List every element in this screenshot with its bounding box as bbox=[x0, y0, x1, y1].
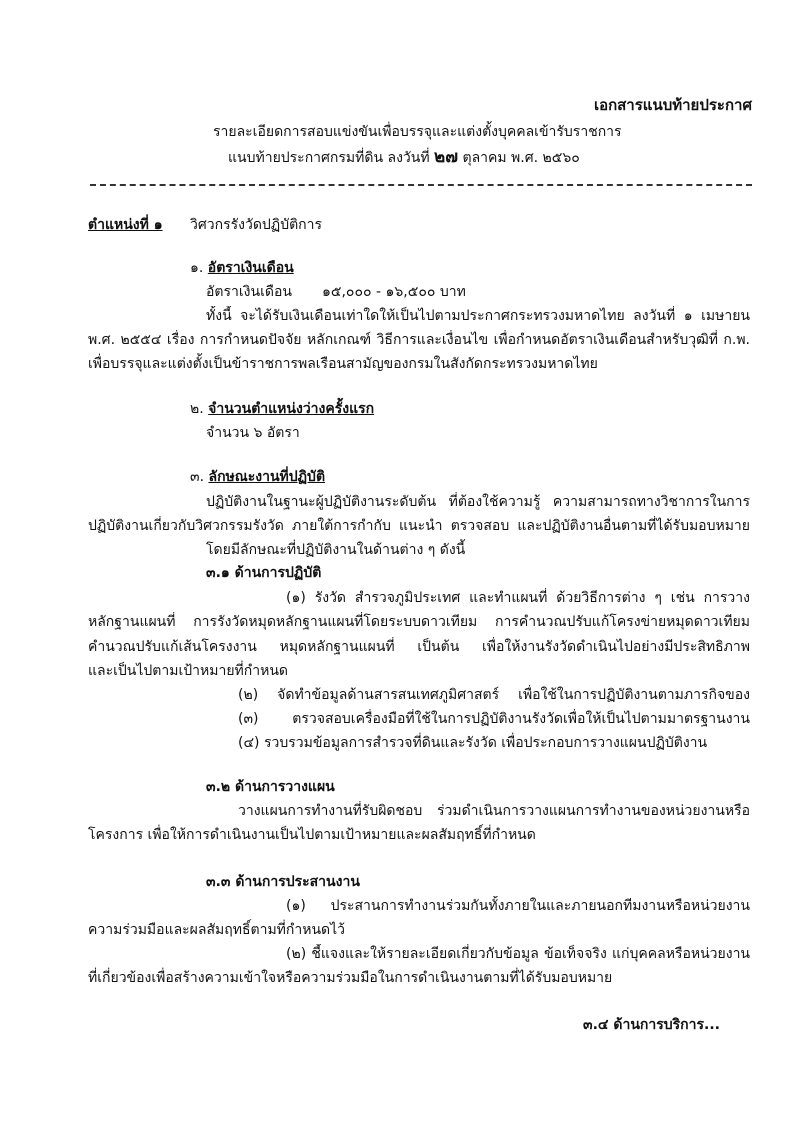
sub2-line: วางแผนการทำงานที่รับผิดชอบ ร่วมดำเนินการวางแผนการทำงานของหน่วยงานหรือ bbox=[238, 803, 750, 819]
section1-title: อัตราเงินเดือน bbox=[207, 260, 294, 276]
salary-value: ๑๕,๐๐๐ - ๑๖,๕๐๐ บาท bbox=[322, 284, 466, 300]
section3-title: ลักษณะงานที่ปฏิบัติ bbox=[208, 469, 326, 485]
section3-intro-line: โดยมีลักษณะที่ปฏิบัติงานในด้านต่าง ๆ ดังนี้ bbox=[206, 542, 466, 558]
document-title-line2 bbox=[228, 147, 580, 168]
section1-text-line: พ.ศ. ๒๕๕๔ เรื่อง การกำหนดปัจจัย หลักเกณฑ์ วิธีการและเงื่อนไข เพื่อกำหนดอัตราเงินเดือนสำหรับวุฒิที่ ก.พ. bbox=[88, 332, 750, 348]
section2-title: จำนวนตำแหน่งว่างครั้งแรก bbox=[208, 401, 375, 417]
sub1-item1-line: หลักฐานแผนที่ การรังวัดหมุดหลักฐานแผนที่โดยระบบดาวเทียม การคำนวณปรับแก้โครงข่ายหมุดดาวเทียม bbox=[88, 614, 750, 630]
section3-heading bbox=[190, 467, 325, 487]
section2-num: ๒. bbox=[190, 401, 204, 417]
sub3-heading: ๓.๓ ด้านการประสานงาน bbox=[206, 874, 360, 890]
sub3-item2-line: (๒) ชี้แจงและให้รายละเอียดเกี่ยวกับข้อมูล ข้อเท็จจริง แก่บุคคลหรือหน่วยงาน bbox=[286, 946, 750, 962]
continued-marker: ๓.๔ ด้านการบริการ... bbox=[583, 1017, 720, 1033]
section1-text-line: ทั้งนี้ จะได้รับเงินเดือนเท่าใดให้เป็นไปตามประกาศกระทรวงมหาดไทย ลงวันที่ ๑ เมษายน bbox=[206, 308, 750, 324]
sub3-item1-line: ความร่วมมือและผลสัมฤทธิ์ตามที่กำหนดไว้ bbox=[88, 922, 346, 938]
sub2-line: โครงการ เพื่อให้การดำเนินงานเป็นไปตามเป้าหมายและผลสัมฤทธิ์ที่กำหนด bbox=[88, 827, 536, 843]
sub1-item2: (๒) จัดทำข้อมูลด้านสารสนเทศภูมิศาสตร์ เพื่อใช้ในการปฏิบัติงานตามภารกิจของ bbox=[238, 687, 750, 703]
sub1-item1-line: คำนวณปรับแก้เส้นโครงงาน หมุดหลักฐานแผนที่ เป็นต้น เพื่อให้งานรังวัดดำเนินไปอย่างมีประสิทธิภาพ bbox=[88, 639, 750, 655]
title-day: ๒๗ bbox=[434, 147, 459, 167]
salary-label: อัตราเงินเดือน bbox=[206, 284, 292, 300]
sub3-item1-line: (๑) ประสานการทำงานร่วมกันทั้งภายในและภายนอกทีมงานหรือหน่วยงาน bbox=[286, 898, 750, 914]
vacancy-count: จำนวน ๖ อัตรา bbox=[206, 425, 300, 441]
section2-heading bbox=[190, 399, 374, 419]
title-prefix: แนบท้ายประกาศกรมที่ดิน ลงวันที่ bbox=[228, 150, 430, 166]
section1-heading bbox=[190, 258, 294, 278]
section3-intro-line: ปฏิบัติงานในฐานะผู้ปฏิบัติงานระดับต้น ที่ต้องใช้ความรู้ ความสามารถทางวิชาการในการ bbox=[206, 494, 750, 510]
sub1-item4: (๔) รวบรวมข้อมูลการสำรวจที่ดินและรังวัด เพื่อประกอบการวางแผนปฏิบัติงาน bbox=[238, 735, 708, 751]
section1-num: ๑. bbox=[190, 260, 204, 276]
sub3-item2-line: ที่เกี่ยวข้องเพื่อสร้างความเข้าใจหรือความร่วมมือในการดำเนินงานตามที่ได้รับมอบหมาย bbox=[88, 970, 613, 986]
sub1-item1-line: และเป็นไปตามเป้าหมายที่กำหนด bbox=[88, 663, 288, 679]
sub1-item3: (๓) ตรวจสอบเครื่องมือที่ใช้ในการปฏิบัติงานรังวัดเพื่อให้เป็นไปตามมาตรฐานงาน bbox=[238, 711, 750, 727]
sub1-heading: ๓.๑ ด้านการปฏิบัติ bbox=[206, 565, 322, 581]
title-suffix: ตุลาคม พ.ศ. ๒๕๖๐ bbox=[462, 150, 580, 166]
position-title: วิศวกรรังวัดปฏิบัติการ bbox=[190, 217, 323, 233]
section1-text-line: เพื่อบรรจุและแต่งตั้งเป็นข้าราชการพลเรือนสามัญของกรมในสังกัดกระทรวงมหาดไทย bbox=[88, 356, 598, 372]
sub1-item1-line: (๑) รังวัด สำรวจภูมิประเทศ และทำแผนที่ ด้วยวิธีการต่าง ๆ เช่น การวาง bbox=[286, 590, 750, 606]
attachment-label: เอกสารแนบท้ายประกาศ bbox=[593, 96, 752, 114]
section3-num: ๓. bbox=[190, 469, 205, 485]
section3-intro-line: ปฏิบัติงานเกี่ยวกับวิศวกรรมรังวัด ภายใต้การกำกับ แนะนำ ตรวจสอบ และปฏิบัติงานอื่นตามที่ได้รับมอบหมาย bbox=[88, 518, 750, 534]
sub2-heading: ๓.๒ ด้านการวางแผน bbox=[206, 779, 335, 795]
position-label: ตำแหน่งที่ ๑ bbox=[88, 217, 163, 233]
divider bbox=[90, 184, 752, 186]
document-title-line1: รายละเอียดการสอบแข่งขันเพื่อบรรจุและแต่งตั้งบุคคลเข้ารับราชการ bbox=[213, 124, 622, 140]
